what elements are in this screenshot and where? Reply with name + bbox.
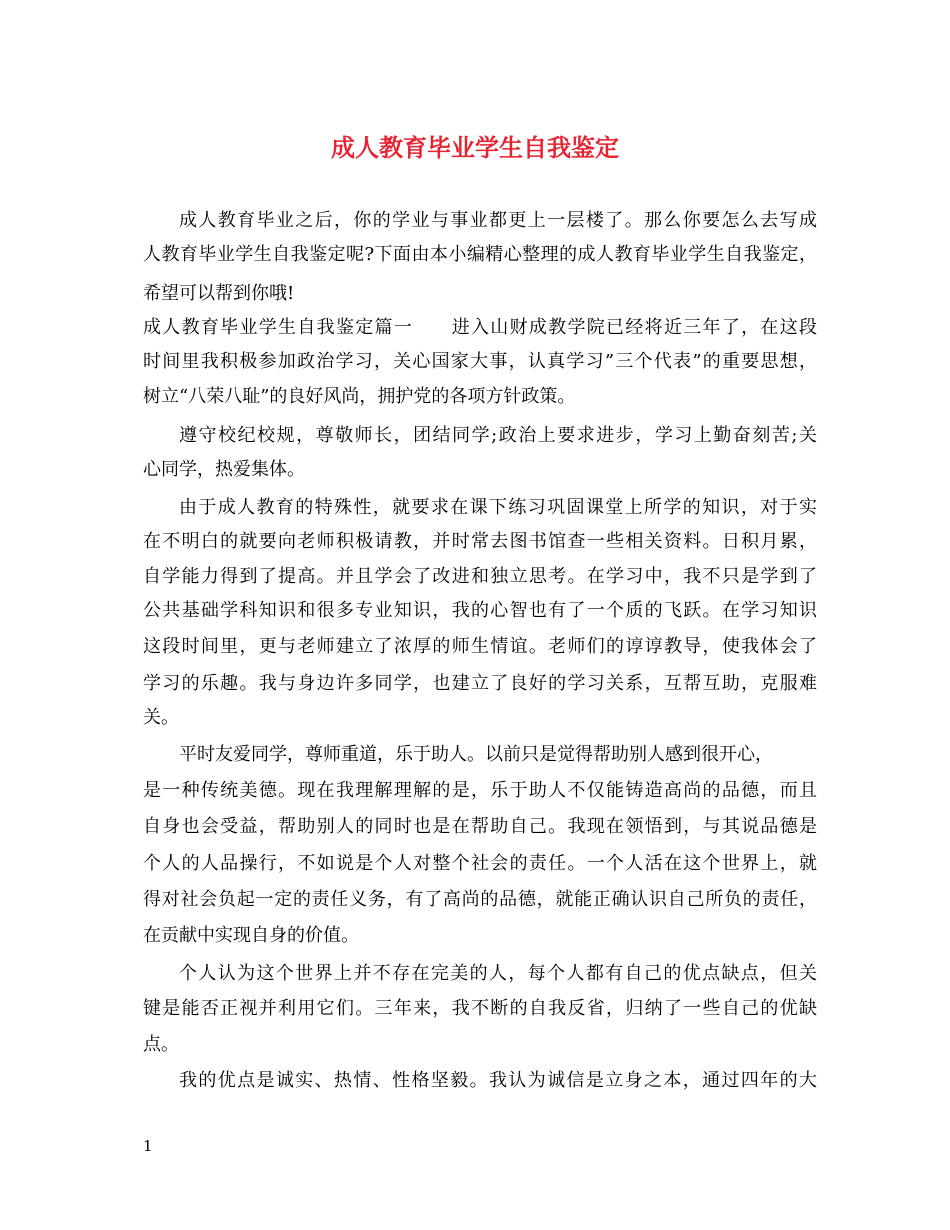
paragraph-line: 在不明白的就要向老师积极请教，并时常去图书馆查一些相关资料。日积月累，: [143, 531, 817, 552]
paragraph-line: 公共基础学科知识和很多专业知识，我的心智也有了一个质的飞跃。在学习知识: [143, 600, 817, 621]
paragraph-line: 成人教育毕业学生自我鉴定篇一 进入山财成教学院已经将近三年了，在这段: [143, 317, 817, 338]
page-number: 1: [143, 1137, 153, 1155]
paragraph-line: 得对社会负起一定的责任义务，有了高尚的品德，就能正确认识自己所负的责任，: [143, 889, 817, 910]
paragraph-line: 是一种传统美德。现在我理解理解的是，乐于助人不仅能铸造高尚的品德，而且: [143, 780, 817, 801]
paragraph-line: 点。: [143, 1034, 179, 1055]
paragraph-line: 树立“八荣八耻”的良好风尚，拥护党的各项方针政策。: [143, 386, 576, 407]
paragraph-line: 遵守校纪校规，尊敬师长，团结同学;政治上要求进步，学习上勤奋刻苦;关: [179, 425, 817, 446]
paragraph-line: 个人的人品操行，不如说是个人对整个社会的责任。一个人活在这个世界上，就: [143, 853, 817, 874]
paragraph-line: 希望可以帮到你哦!: [143, 283, 295, 304]
document-title: 成人教育毕业学生自我鉴定: [331, 133, 619, 162]
paragraph-line: 成人教育毕业之后，你的学业与事业都更上一层楼了。那么你要怎么去写成: [179, 210, 817, 231]
paragraph-line: 在贡献中实现自身的价值。: [143, 925, 359, 946]
paragraph-line: 心同学，热爱集体。: [143, 459, 305, 480]
paragraph-line: 这段时间里，更与老师建立了浓厚的师生情谊。老师们的谆谆教导，使我体会了: [143, 636, 817, 657]
paragraph-line: 由于成人教育的特殊性，就要求在课下练习巩固课堂上所学的知识，对于实: [179, 497, 817, 518]
paragraph-line: 平时友爱同学，尊师重道，乐于助人。以前只是觉得帮助别人感到很开心，: [179, 744, 773, 765]
paragraph-line: 自身也会受益，帮助别人的同时也是在帮助自己。我现在领悟到，与其说品德是: [143, 816, 817, 837]
paragraph-line: 自学能力得到了提高。并且学会了改进和独立思考。在学习中，我不只是学到了: [143, 566, 817, 587]
paragraph-line: 关。: [143, 707, 179, 728]
paragraph-line: 键是能否正视并利用它们。三年来，我不断的自我反省，归纳了一些自己的优缺: [143, 998, 817, 1019]
paragraph-line: 时间里我积极参加政治学习，关心国家大事，认真学习”三个代表”的重要思想，: [143, 351, 817, 372]
paragraph-line: 学习的乐趣。我与身边许多同学，也建立了良好的学习关系，互帮互助，克服难: [143, 673, 817, 694]
paragraph-line: 个人认为这个世界上并不存在完美的人，每个人都有自己的优点缺点，但关: [179, 963, 817, 984]
paragraph-line: 人教育毕业学生自我鉴定呢?下面由本小编精心整理的成人教育毕业学生自我鉴定，: [143, 244, 817, 265]
paragraph-line: 我的优点是诚实、热情、性格坚毅。我认为诚信是立身之本，通过四年的大: [179, 1070, 817, 1091]
